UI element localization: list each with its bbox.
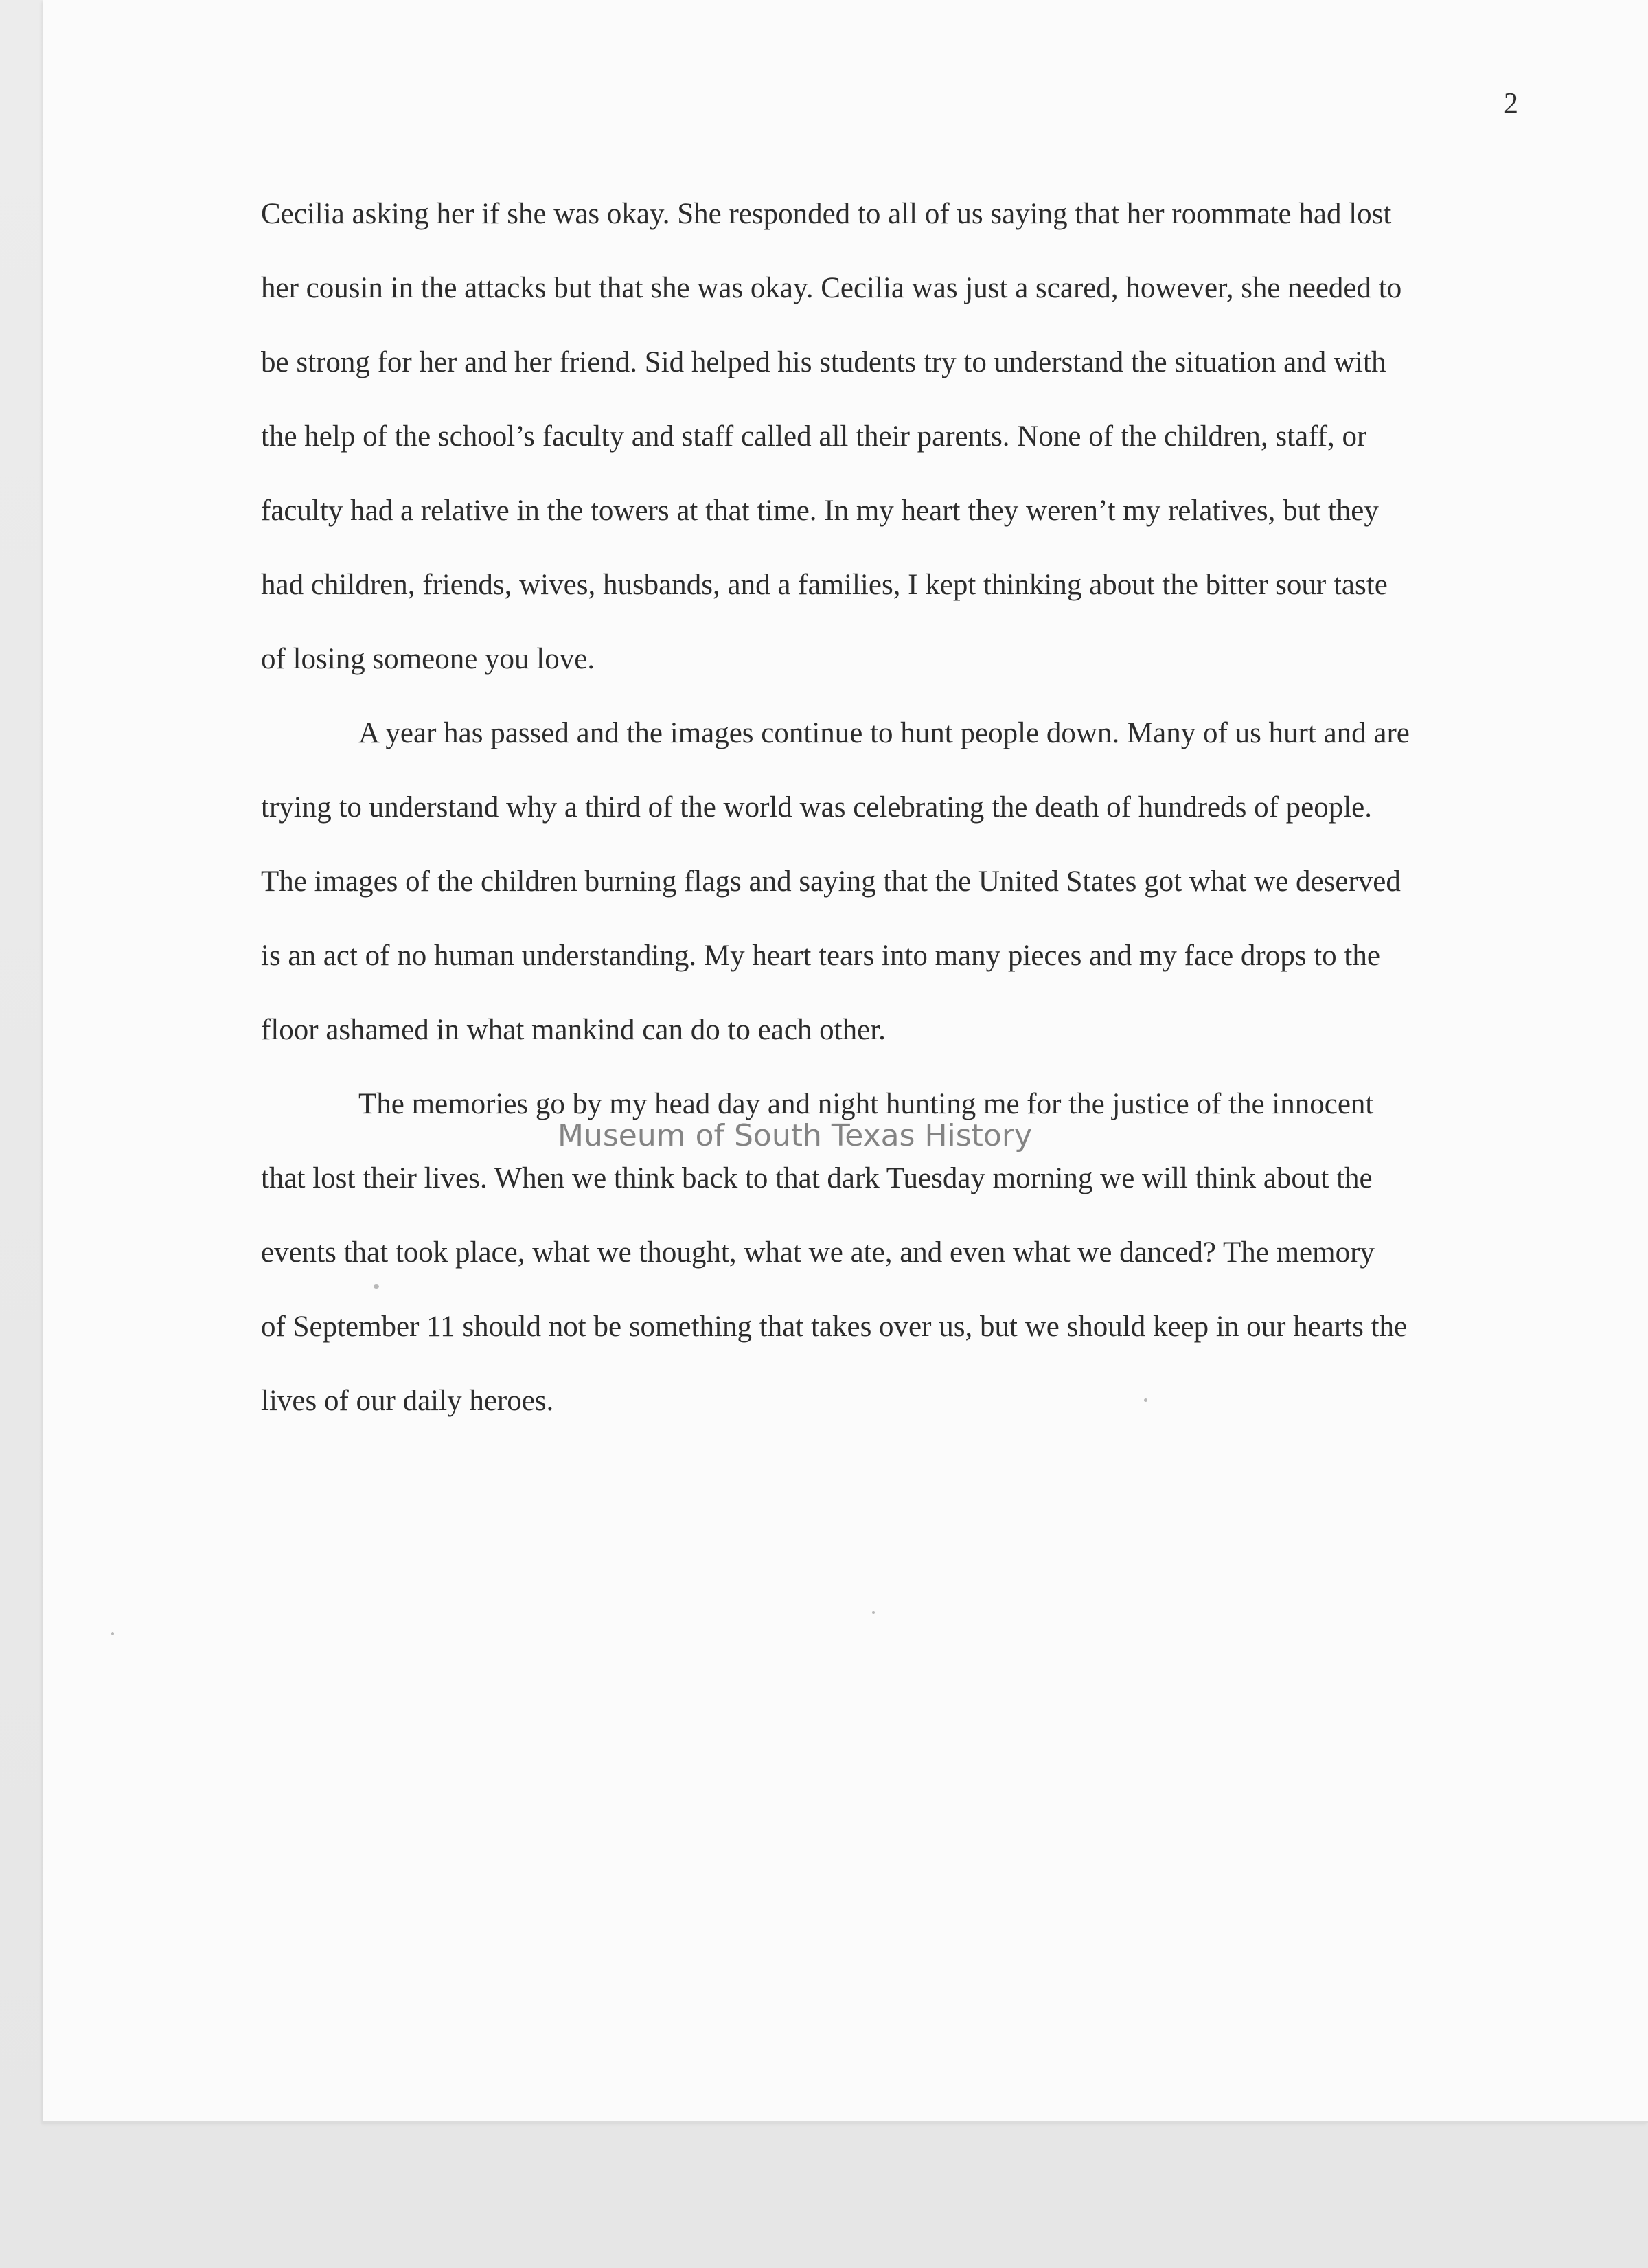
scan-speck bbox=[374, 1284, 379, 1289]
text-line: lives of our daily heroes. bbox=[261, 1385, 554, 1417]
text-line: her cousin in the attacks but that she was okay. Cecilia was just a scared, however, she needed to bbox=[261, 272, 1402, 304]
text-line: The memories go by my head day and night hunting me for the justice of the innocent bbox=[358, 1088, 1374, 1120]
text-line: be strong for her and her friend. Sid helped his students try to understand the situation and with bbox=[261, 346, 1386, 378]
text-line: floor ashamed in what mankind can do to each other. bbox=[261, 1014, 886, 1046]
document-page bbox=[43, 0, 1648, 2123]
scan-speck bbox=[872, 1611, 875, 1614]
text-line: of losing someone you love. bbox=[261, 643, 595, 675]
text-line: A year has passed and the images continue to hunt people down. Many of us hurt and are bbox=[358, 717, 1410, 749]
text-line: that lost their lives. When we think back to that dark Tuesday morning we will think about the bbox=[261, 1162, 1373, 1194]
paragraph-2 bbox=[261, 696, 1530, 1067]
text-line: The images of the children burning flags and saying that the United States got what we deserved bbox=[261, 865, 1401, 898]
watermark: Museum of South Texas History bbox=[558, 1118, 1032, 1153]
scan-speck bbox=[1144, 1398, 1147, 1402]
text-line: faculty had a relative in the towers at that time. In my heart they weren’t my relatives, but they bbox=[261, 495, 1379, 527]
text-line: had children, friends, wives, husbands, and a families, I kept thinking about the bitter sour taste bbox=[261, 569, 1388, 601]
text-line: Cecilia asking her if she was okay. She responded to all of us saying that her roommate had lost bbox=[261, 198, 1392, 230]
scan-speck bbox=[111, 1632, 114, 1635]
text-line: the help of the school’s faculty and staff called all their parents. None of the children, staff, or bbox=[261, 420, 1367, 453]
paragraph-1 bbox=[261, 177, 1530, 696]
text-line: events that took place, what we thought, what we ate, and even what we danced? The memory bbox=[261, 1236, 1375, 1269]
page-number: 2 bbox=[1504, 88, 1518, 120]
text-line: of September 11 should not be something that takes over us, but we should keep in our hearts the bbox=[261, 1311, 1408, 1343]
text-line: trying to understand why a third of the world was celebrating the death of hundreds of people. bbox=[261, 791, 1373, 824]
body-text bbox=[261, 177, 1530, 1438]
text-line: is an act of no human understanding. My heart tears into many pieces and my face drops to the bbox=[261, 940, 1380, 972]
